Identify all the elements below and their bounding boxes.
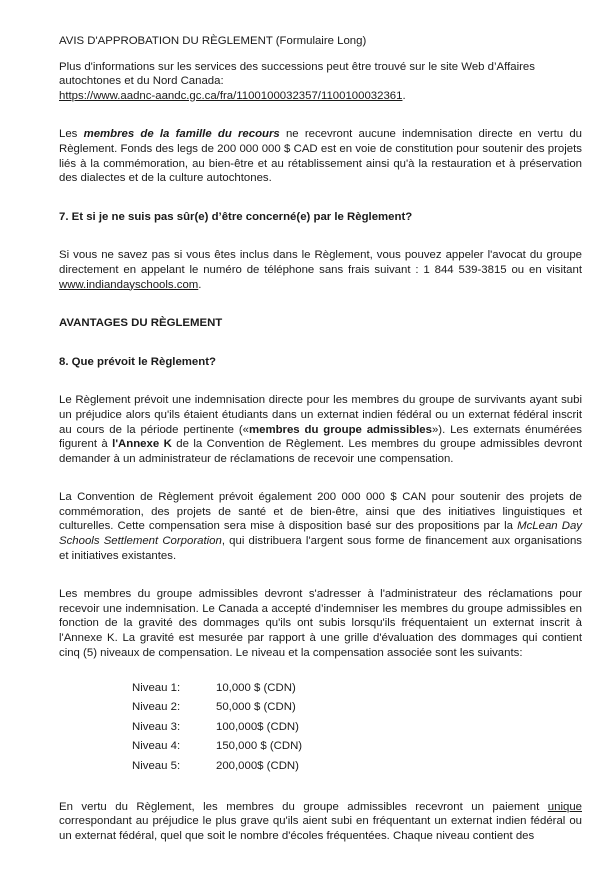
q8-paragraph-2 bbox=[59, 490, 582, 563]
q7-paragraph bbox=[59, 248, 582, 292]
document-title: AVIS D'APPROBATION DU RÈGLEMENT (Formulaire Long) bbox=[59, 35, 367, 47]
family-post: ne recevront aucune indemnisation directe en vertu du Règlement. Fonds des legs de 200 000 000 $ CAD est en voie de constitution pour soutenir des projets liés à la commémoration, au bien-être et au rétablissement ainsi qu'à la restauration et à préservation des dialectes et de la culture autochtones. bbox=[59, 128, 582, 185]
section-heading: AVANTAGES DU RÈGLEMENT bbox=[59, 317, 223, 330]
level-label: Niveau 5: bbox=[132, 759, 181, 772]
level-amount: 200,000$ (CDN) bbox=[216, 759, 299, 772]
p1-e: de la Convention de Règlement. Les membres du groupe admissibles devront demander à un administrateur de réclamations de recevoir une compensation. bbox=[59, 438, 582, 465]
p4-a: En vertu du Règlement, les membres du groupe admissibles recevront un paiement bbox=[59, 800, 548, 813]
p4-c: correspondant au préjudice le plus grave qu'ils aient subi en fréquentant un externat indien fédéral ou un externat fédéral, quel que soit le nombre d'écoles fréquentées. Chaque niveau contient des bbox=[59, 815, 582, 842]
p2-corporation: McLean Day Schools Settlement Corporation bbox=[59, 520, 582, 548]
p2-c: , qui distribuera l'argent sous forme de financement aux organisations et initiatives existantes. bbox=[59, 535, 582, 562]
q7-text: Si vous ne savez pas si vous êtes inclus dans le Règlement, vous pouvez appeler l'avocat du groupe directement en appelant le numéro de téléphone sans frais suivant : 1 844 539-3815 ou en visitant bbox=[59, 249, 582, 276]
level-amount: 50,000 $ (CDN) bbox=[216, 701, 296, 714]
q8-paragraph-3: Les membres du groupe admissibles devront s'adresser à l'administrateur des réclamations pour recevoir une indemnisation. Le Canada a accepté d’indemniser les membres du groupe admissibles en fonction de la gravité des dommages qu'ils ont subis lorsqu'ils fréquentaient un externat inscrit à l'Annexe K. La gravité est mesurée par rapport à une grille d'évaluation des dommages qui contient cinq (5) niveaux de compensation. Le niveau et la compensation associée sont les suivants: bbox=[59, 588, 582, 659]
level-row bbox=[132, 678, 582, 698]
level-amount: 10,000 $ (CDN) bbox=[216, 681, 296, 694]
q8-heading: 8. Que prévoit le Règlement? bbox=[59, 355, 216, 368]
p1-annexe-k: l'Annexe K bbox=[112, 438, 172, 451]
indiandayschools-link[interactable]: www.indiandayschools.com bbox=[59, 278, 199, 291]
p1-c: »). Les externats énumérées figurent à bbox=[59, 423, 582, 451]
q8-paragraph-4 bbox=[59, 800, 582, 844]
p1-bold-term: membres du groupe admissibles bbox=[248, 423, 432, 436]
q7-period: . bbox=[198, 278, 202, 291]
family-paragraph bbox=[59, 127, 582, 185]
p2-a: La Convention de Règlement prévoit également 200 000 000 $ CAN pour soutenir des projets de commémoration, des projets de santé et de bien-être, ainsi que des initiatives linguistiques et culturelles. Cette compensation sera mise à disposition basé sur des propositions par la bbox=[59, 491, 582, 533]
family-pre: Les bbox=[59, 128, 84, 141]
family-emphasis: membres de la famille du recours bbox=[83, 128, 280, 141]
level-row bbox=[132, 717, 582, 737]
level-amount: 150,000 $ (CDN) bbox=[216, 740, 303, 753]
aadnc-link[interactable]: https://www.aadnc-aandc.gc.ca/fra/1100100032357/1100100032361 bbox=[59, 89, 403, 102]
document-page bbox=[59, 34, 582, 844]
level-label: Niveau 1: bbox=[132, 681, 181, 694]
q8-paragraph-1 bbox=[59, 393, 582, 466]
p1-a: Le Règlement prévoit une indemnisation directe pour les membres du groupe de survivants ayant subi un préjudice alors qu'ils étaient étudiants dans un externat indien fédéral ou un externat fédéral inscrit au cours de la période pertinente (« bbox=[59, 394, 582, 436]
level-label: Niveau 2: bbox=[132, 701, 181, 714]
level-row bbox=[132, 737, 582, 757]
level-row bbox=[132, 698, 582, 718]
level-label: Niveau 4: bbox=[132, 740, 181, 753]
intro-text: Plus d'informations sur les services des successions peut être trouvé sur le site Web d’Affaires autochtones et du Nord Canada: bbox=[59, 60, 535, 88]
level-row bbox=[132, 756, 582, 776]
intro-period: . bbox=[402, 89, 406, 102]
level-label: Niveau 3: bbox=[132, 720, 181, 733]
p4-unique: unique bbox=[547, 800, 582, 813]
intro-paragraph bbox=[59, 60, 582, 104]
q7-heading: 7. Et si je ne suis pas sûr(e) d’être concerné(e) par le Règlement? bbox=[59, 210, 413, 223]
level-amount: 100,000$ (CDN) bbox=[216, 720, 299, 733]
compensation-levels bbox=[132, 678, 582, 776]
